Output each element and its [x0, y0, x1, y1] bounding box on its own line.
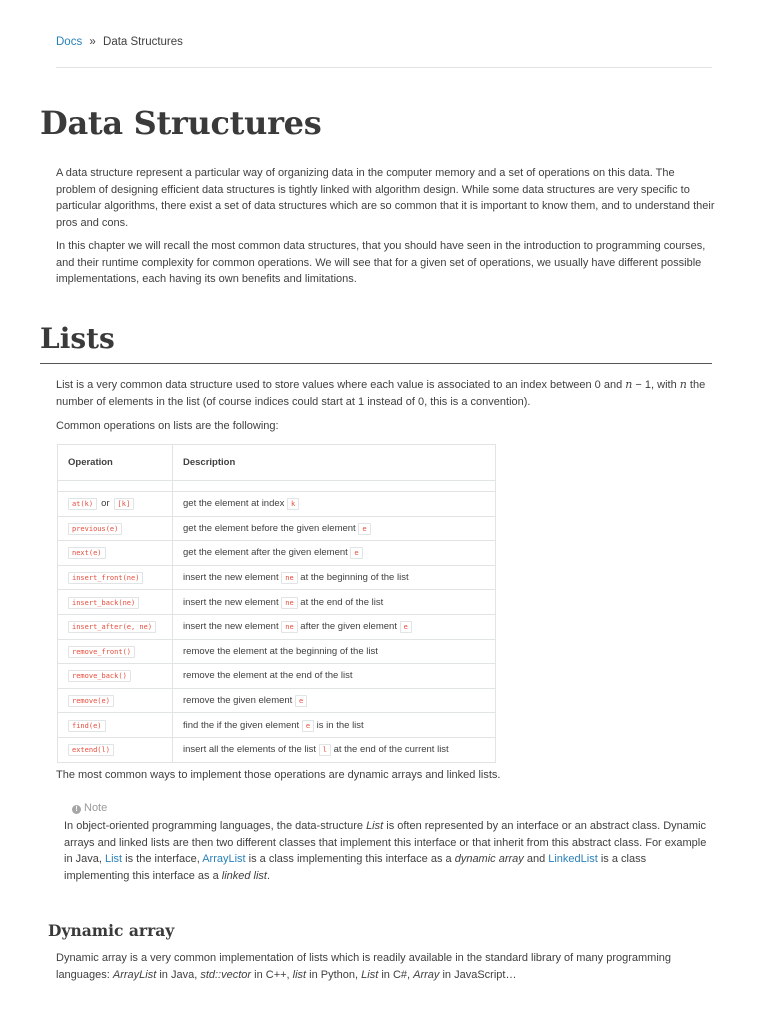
page-title: Data Structures [40, 104, 322, 142]
lists-heading: Lists [40, 322, 115, 355]
emphasis-text: list [292, 968, 307, 981]
table-row [58, 492, 496, 517]
operation-cell [58, 664, 173, 689]
breadcrumb-separator: » [89, 36, 96, 48]
table-header-description: Description [173, 445, 496, 481]
table-row [58, 688, 496, 713]
lists-paragraph-2: Common operations on lists are the following: [56, 420, 279, 432]
inline-code: k [287, 498, 299, 510]
description-cell: remove the element at the end of the list [173, 664, 496, 689]
note-admonition [64, 802, 714, 884]
description-cell: remove the given element e [173, 688, 496, 713]
inline-code: find(e) [68, 720, 106, 732]
inline-code: e [302, 720, 314, 732]
breadcrumb-divider [56, 67, 712, 68]
table-header-operation: Operation [58, 445, 173, 481]
link-arraylist[interactable]: ArrayList [202, 853, 246, 865]
inline-code: remove_back() [68, 670, 131, 682]
operation-cell [58, 614, 173, 639]
link-linkedlist[interactable]: LinkedList [548, 853, 598, 865]
inline-code: insert_front(ne) [68, 572, 143, 584]
inline-code: extend(l) [68, 744, 114, 756]
table-row [58, 541, 496, 566]
dynamic-array-heading: Dynamic array [48, 921, 175, 940]
table-body [58, 481, 496, 763]
info-circle-icon: ! [72, 805, 81, 814]
operation-cell [58, 565, 173, 590]
note-body: In object-oriented programming languages, the data-structure List is often represented by an interface or an abstract class. Dynamic arrays and linked lists are then two different classes that implement this interface or that inherit from this abstract class. For example in Java, List is the interface, ArrayList is a class implementing this interface as a dynamic array and LinkedList is a class implementing this interface as a linked list. [64, 820, 707, 882]
operation-cell [58, 590, 173, 615]
description-cell: find the if the given element e is in the list [173, 713, 496, 738]
inline-code: previous(e) [68, 523, 122, 535]
operation-cell [58, 492, 173, 517]
operation-cell [58, 713, 173, 738]
inline-code: [k] [114, 498, 135, 510]
operation-cell [58, 688, 173, 713]
table-row [58, 614, 496, 639]
description-cell: get the element after the given element e [173, 541, 496, 566]
intro-paragraph-1: A data structure represent a particular way of organizing data in the computer memory and a set of operations on this data. The problem of designing efficient data structures is tightly linked with algorithm design. While some data structures are very specific to particular algorithms, there exist a set of data structures which are so common that it is important to know them, and to understand their pros and cons. [56, 167, 715, 229]
description-cell: remove the element at the beginning of the list [173, 639, 496, 664]
breadcrumb-current: Data Structures [103, 36, 183, 48]
description-cell: get the element before the given element e [173, 516, 496, 541]
description-cell: insert the new element ne after the given element e [173, 614, 496, 639]
table-header-row [58, 445, 496, 481]
inline-code: e [295, 695, 307, 707]
emphasis-text: std::vector [200, 968, 252, 981]
description-cell: insert the new element ne at the end of the list [173, 590, 496, 615]
operation-cell [58, 516, 173, 541]
emphasis-text: ArrayList [112, 968, 157, 981]
list-operations-table [57, 444, 496, 763]
inline-code: ne [281, 572, 297, 584]
operation-cell [58, 737, 173, 762]
emphasis-text: Array [413, 968, 440, 981]
inline-code: remove(e) [68, 695, 114, 707]
inline-code: ne [281, 621, 297, 633]
description-cell: get the element at index k [173, 492, 496, 517]
emphasis-text: List [361, 968, 379, 981]
operation-cell [58, 541, 173, 566]
inline-code: next(e) [68, 547, 106, 559]
table-row [58, 590, 496, 615]
inline-code: insert_after(e, ne) [68, 621, 156, 633]
table-spacer-cell [173, 481, 496, 492]
lists-paragraph-3: The most common ways to implement those operations are dynamic arrays and linked lists. [56, 769, 501, 781]
table-row [58, 737, 496, 762]
link-list[interactable]: List [104, 853, 123, 865]
emphasis-text: dynamic array [454, 853, 524, 865]
table-row [58, 713, 496, 738]
description-cell: insert the new element ne at the beginning of the list [173, 565, 496, 590]
description-cell: insert all the elements of the list l at the end of the current list [173, 737, 496, 762]
emphasis-text: linked list [221, 869, 267, 882]
table-row [58, 639, 496, 664]
inline-code: remove_front() [68, 646, 135, 658]
breadcrumb-docs-link[interactable]: Docs [56, 36, 83, 48]
math-variable: n [625, 378, 633, 391]
math-variable: n [679, 378, 687, 391]
inline-code: ne [281, 597, 297, 609]
table-spacer-row [58, 481, 496, 492]
note-title [72, 802, 714, 814]
table-row [58, 664, 496, 689]
table-spacer-cell [58, 481, 173, 492]
emphasis-text: List [366, 820, 384, 832]
inline-code: e [350, 547, 362, 559]
inline-code: insert_back(ne) [68, 597, 139, 609]
lists-paragraph-1: List is a very common data structure used to store values where each value is associated to an index between 0 and n − 1, with n the number of elements in the list (of course indices could start at 1 instead of 0, this is a convention). [56, 378, 706, 408]
dynamic-array-paragraph-1: Dynamic array is a very common implementation of lists which is readily available in the standard library of many programming languages: ArrayList in Java, std::vector in C++, list in Python, List in C#, Array in JavaScript… [56, 952, 672, 981]
table-row [58, 516, 496, 541]
note-title-label: Note [84, 802, 108, 814]
intro-paragraph-2: In this chapter we will recall the most common data structures, that you should have seen in the introduction to programming courses, and their runtime complexity for common operations. We will see that for a given set of operations, we usually have different possible implementations, each having its own benefits and limitations. [56, 240, 706, 285]
table-row [58, 565, 496, 590]
operation-cell [58, 639, 173, 664]
inline-code: e [358, 523, 370, 535]
or-separator: or [101, 498, 110, 510]
inline-code: l [319, 744, 331, 756]
breadcrumb [56, 36, 183, 48]
inline-code: at(k) [68, 498, 97, 510]
lists-heading-rule [40, 363, 712, 364]
inline-code: e [400, 621, 412, 633]
